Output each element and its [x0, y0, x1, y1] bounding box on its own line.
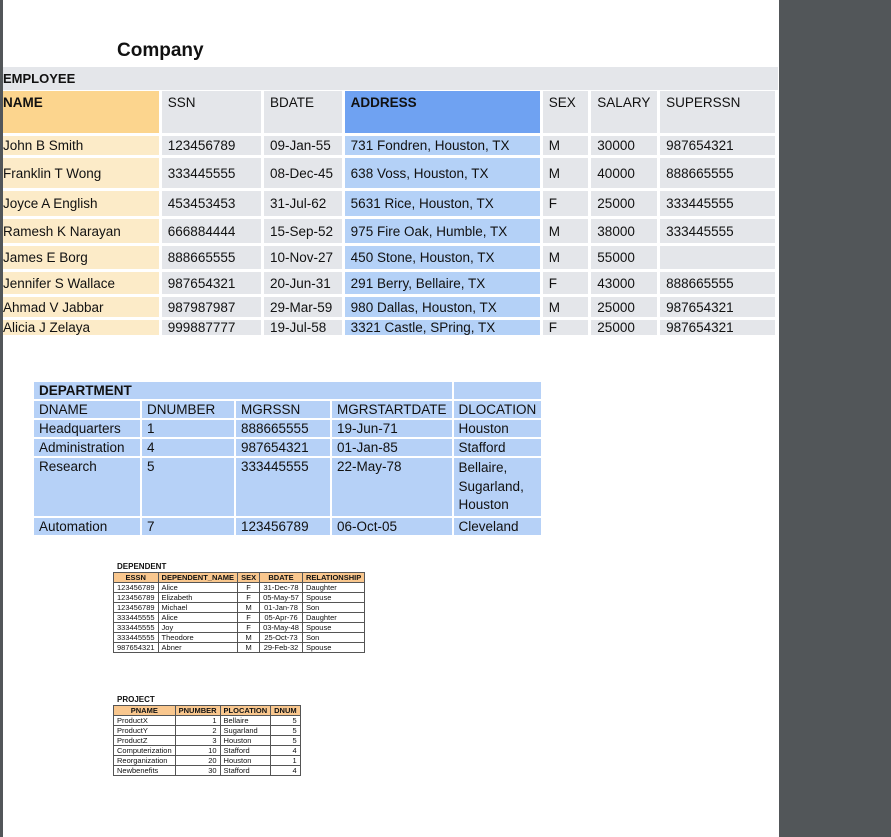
- employee-row: [3, 158, 778, 191]
- dependent-cell: 31-Dec-78: [260, 583, 303, 593]
- employee-cell: 25000: [591, 297, 660, 320]
- project-cell: Sugarland: [220, 726, 271, 736]
- employee-cell: 291 Berry, Bellaire, TX: [345, 272, 543, 297]
- dependent-cell: Joy: [158, 623, 238, 633]
- project-header-row: [114, 706, 301, 716]
- department-cell: 22-May-78: [332, 458, 454, 518]
- department-location-line: Sugarland,: [458, 478, 524, 494]
- employee-cell: 29-Mar-59: [264, 297, 345, 320]
- employee-header-cell: SEX: [543, 91, 592, 136]
- project-header-cell: PNUMBER: [175, 706, 220, 716]
- employee-cell: 975 Fire Oak, Humble, TX: [345, 219, 543, 246]
- employee-table-label: EMPLOYEE: [3, 67, 778, 90]
- employee-cell: Ramesh K Narayan: [3, 219, 162, 246]
- employee-row: [3, 219, 778, 246]
- dependent-cell: Spouse: [302, 593, 364, 603]
- department-table: [34, 382, 543, 537]
- employee-cell: M: [543, 158, 592, 191]
- department-header-cell: DNAME: [34, 401, 142, 420]
- department-header-cell: DLOCATION: [454, 401, 544, 420]
- employee-cell: 38000: [591, 219, 660, 246]
- employee-cell: 888665555: [660, 272, 778, 297]
- dependent-cell: F: [238, 583, 260, 593]
- dependent-cell: 333445555: [114, 613, 159, 623]
- project-cell: Computerization: [114, 746, 176, 756]
- project-cell: 2: [175, 726, 220, 736]
- project-header-cell: PLOCATION: [220, 706, 271, 716]
- employee-cell: 3321 Castle, SPring, TX: [345, 320, 543, 338]
- employee-cell: James E Borg: [3, 246, 162, 272]
- dependent-cell: M: [238, 633, 260, 643]
- dependent-cell: Daughter: [302, 613, 364, 623]
- employee-cell: 987654321: [162, 272, 264, 297]
- department-cell: 333445555: [236, 458, 332, 518]
- project-row: [114, 766, 301, 776]
- project-cell: 1: [175, 716, 220, 726]
- dependent-header-row: [114, 573, 365, 583]
- dependent-table: [113, 572, 365, 653]
- dependent-cell: Abner: [158, 643, 238, 653]
- department-cell: 01-Jan-85: [332, 439, 454, 458]
- employee-cell: 888665555: [660, 158, 778, 191]
- employee-row: [3, 272, 778, 297]
- project-row: [114, 736, 301, 746]
- dependent-header-cell: RELATIONSHIP: [302, 573, 364, 583]
- dependent-cell: Son: [302, 633, 364, 643]
- project-row: [114, 746, 301, 756]
- department-location-line: Bellaire,: [458, 460, 508, 475]
- employee-header-cell: NAME: [3, 91, 162, 136]
- department-table-label: DEPARTMENT: [34, 382, 454, 401]
- dependent-cell: 25-Oct-73: [260, 633, 303, 643]
- department-cell: Automation: [34, 518, 142, 537]
- employee-header-cell: SUPERSSN: [660, 91, 778, 136]
- project-cell: Houston: [220, 736, 271, 746]
- employee-header-cell: SSN: [162, 91, 264, 136]
- department-label-row: [34, 382, 543, 401]
- project-cell: 30: [175, 766, 220, 776]
- employee-cell: Jennifer S Wallace: [3, 272, 162, 297]
- department-cell: 4: [142, 439, 236, 458]
- dependent-cell: 03-May-48: [260, 623, 303, 633]
- employee-cell: M: [543, 219, 592, 246]
- employee-cell: 333445555: [660, 191, 778, 219]
- department-row: [34, 439, 543, 458]
- document-title: Company: [117, 40, 204, 61]
- employee-cell: F: [543, 191, 592, 219]
- dependent-row: [114, 603, 365, 613]
- employee-cell: 731 Fondren, Houston, TX: [345, 136, 543, 158]
- employee-row: [3, 246, 778, 272]
- document-page[interactable]: [3, 0, 778, 837]
- project-row: [114, 716, 301, 726]
- department-cell: [454, 458, 544, 518]
- department-cell: 06-Oct-05: [332, 518, 454, 537]
- dependent-cell: Daughter: [302, 583, 364, 593]
- department-cell: 7: [142, 518, 236, 537]
- project-cell: Houston: [220, 756, 271, 766]
- employee-cell: [660, 246, 778, 272]
- employee-cell: M: [543, 246, 592, 272]
- dependent-row: [114, 633, 365, 643]
- dependent-cell: Spouse: [302, 643, 364, 653]
- dependent-row: [114, 623, 365, 633]
- dependent-cell: 05-Apr-76: [260, 613, 303, 623]
- dependent-row: [114, 583, 365, 593]
- employee-header-row: [3, 91, 778, 136]
- project-cell: 1: [271, 756, 301, 766]
- project-cell: Bellaire: [220, 716, 271, 726]
- employee-cell: 999887777: [162, 320, 264, 338]
- project-table: [113, 705, 301, 776]
- dependent-cell: 123456789: [114, 603, 159, 613]
- dependent-row: [114, 613, 365, 623]
- dependent-cell: Alice: [158, 613, 238, 623]
- dependent-cell: Michael: [158, 603, 238, 613]
- dependent-cell: Theodore: [158, 633, 238, 643]
- dependent-row: [114, 593, 365, 603]
- department-cell: 19-Jun-71: [332, 420, 454, 439]
- employee-cell: M: [543, 136, 592, 158]
- employee-cell: 08-Dec-45: [264, 158, 345, 191]
- department-header-row: [34, 401, 543, 420]
- employee-cell: 31-Jul-62: [264, 191, 345, 219]
- project-cell: Newbenefits: [114, 766, 176, 776]
- employee-cell: Joyce A English: [3, 191, 162, 219]
- employee-cell: 55000: [591, 246, 660, 272]
- employee-cell: 980 Dallas, Houston, TX: [345, 297, 543, 320]
- dependent-cell: F: [238, 593, 260, 603]
- department-row: [34, 458, 543, 518]
- project-cell: ProductY: [114, 726, 176, 736]
- employee-cell: 987654321: [660, 297, 778, 320]
- department-cell: Cleveland: [454, 518, 544, 537]
- department-cell: 987654321: [236, 439, 332, 458]
- employee-row: [3, 136, 778, 158]
- department-cell: 1: [142, 420, 236, 439]
- project-table-label: PROJECT: [117, 695, 155, 704]
- dependent-cell: Spouse: [302, 623, 364, 633]
- dependent-table-label: DEPENDENT: [117, 562, 167, 571]
- department-cell: 123456789: [236, 518, 332, 537]
- project-row: [114, 726, 301, 736]
- employee-cell: 09-Jan-55: [264, 136, 345, 158]
- department-cell: Stafford: [454, 439, 544, 458]
- employee-cell: 450 Stone, Houston, TX: [345, 246, 543, 272]
- employee-cell: 30000: [591, 136, 660, 158]
- project-cell: 3: [175, 736, 220, 746]
- employee-cell: 25000: [591, 320, 660, 338]
- employee-cell: 5631 Rice, Houston, TX: [345, 191, 543, 219]
- project-cell: 5: [271, 736, 301, 746]
- employee-table: [3, 91, 778, 338]
- employee-header-cell: SALARY: [591, 91, 660, 136]
- employee-cell: Alicia J Zelaya: [3, 320, 162, 338]
- employee-header-cell: BDATE: [264, 91, 345, 136]
- project-cell: 5: [271, 726, 301, 736]
- employee-cell: Ahmad V Jabbar: [3, 297, 162, 320]
- employee-cell: 888665555: [162, 246, 264, 272]
- employee-cell: 333445555: [660, 219, 778, 246]
- department-location-line: Houston: [458, 497, 509, 512]
- department-row: [34, 518, 543, 537]
- employee-cell: 333445555: [162, 158, 264, 191]
- employee-cell: 43000: [591, 272, 660, 297]
- employee-cell: F: [543, 320, 592, 338]
- employee-cell: 987654321: [660, 136, 778, 158]
- department-cell: Headquarters: [34, 420, 142, 439]
- project-cell: 4: [271, 746, 301, 756]
- employee-cell: 15-Sep-52: [264, 219, 345, 246]
- project-cell: 4: [271, 766, 301, 776]
- department-header-cell: MGRSTARTDATE: [332, 401, 454, 420]
- dependent-header-cell: DEPENDENT_NAME: [158, 573, 238, 583]
- department-header-cell: DNUMBER: [142, 401, 236, 420]
- employee-cell: 666884444: [162, 219, 264, 246]
- dependent-cell: M: [238, 603, 260, 613]
- employee-cell: 20-Jun-31: [264, 272, 345, 297]
- project-cell: 20: [175, 756, 220, 766]
- employee-cell: 638 Voss, Houston, TX: [345, 158, 543, 191]
- dependent-cell: 123456789: [114, 593, 159, 603]
- project-cell: Stafford: [220, 746, 271, 756]
- dependent-header-cell: BDATE: [260, 573, 303, 583]
- employee-cell: 10-Nov-27: [264, 246, 345, 272]
- project-cell: 5: [271, 716, 301, 726]
- project-header-cell: PNAME: [114, 706, 176, 716]
- dependent-cell: 333445555: [114, 633, 159, 643]
- department-label-spacer: [454, 382, 544, 401]
- employee-cell: John B Smith: [3, 136, 162, 158]
- employee-row: [3, 191, 778, 219]
- department-row: [34, 420, 543, 439]
- dependent-cell: Alice: [158, 583, 238, 593]
- project-row: [114, 756, 301, 766]
- project-cell: 10: [175, 746, 220, 756]
- project-cell: ProductZ: [114, 736, 176, 746]
- employee-cell: 40000: [591, 158, 660, 191]
- employee-row: [3, 320, 778, 338]
- project-cell: Reorganization: [114, 756, 176, 766]
- employee-cell: 123456789: [162, 136, 264, 158]
- project-header-cell: DNUM: [271, 706, 301, 716]
- viewer-background-right: [779, 0, 891, 837]
- employee-cell: Franklin T Wong: [3, 158, 162, 191]
- dependent-cell: 333445555: [114, 623, 159, 633]
- dependent-cell: Elizabeth: [158, 593, 238, 603]
- dependent-cell: Son: [302, 603, 364, 613]
- employee-cell: 987987987: [162, 297, 264, 320]
- employee-cell: 453453453: [162, 191, 264, 219]
- dependent-cell: 987654321: [114, 643, 159, 653]
- employee-cell: 19-Jul-58: [264, 320, 345, 338]
- project-cell: Stafford: [220, 766, 271, 776]
- dependent-cell: 29-Feb-32: [260, 643, 303, 653]
- dependent-cell: F: [238, 613, 260, 623]
- dependent-cell: M: [238, 643, 260, 653]
- dependent-cell: F: [238, 623, 260, 633]
- employee-row: [3, 297, 778, 320]
- department-cell: 888665555: [236, 420, 332, 439]
- department-cell: 5: [142, 458, 236, 518]
- dependent-header-cell: ESSN: [114, 573, 159, 583]
- dependent-row: [114, 643, 365, 653]
- project-cell: ProductX: [114, 716, 176, 726]
- dependent-cell: 01-Jan-78: [260, 603, 303, 613]
- dependent-cell: 123456789: [114, 583, 159, 593]
- department-cell: Research: [34, 458, 142, 518]
- dependent-header-cell: SEX: [238, 573, 260, 583]
- employee-cell: 25000: [591, 191, 660, 219]
- dependent-cell: 05-May-57: [260, 593, 303, 603]
- department-cell: Administration: [34, 439, 142, 458]
- employee-cell: M: [543, 297, 592, 320]
- employee-header-cell: ADDRESS: [345, 91, 543, 136]
- department-header-cell: MGRSSN: [236, 401, 332, 420]
- employee-cell: F: [543, 272, 592, 297]
- employee-cell: 987654321: [660, 320, 778, 338]
- department-cell: Houston: [454, 420, 544, 439]
